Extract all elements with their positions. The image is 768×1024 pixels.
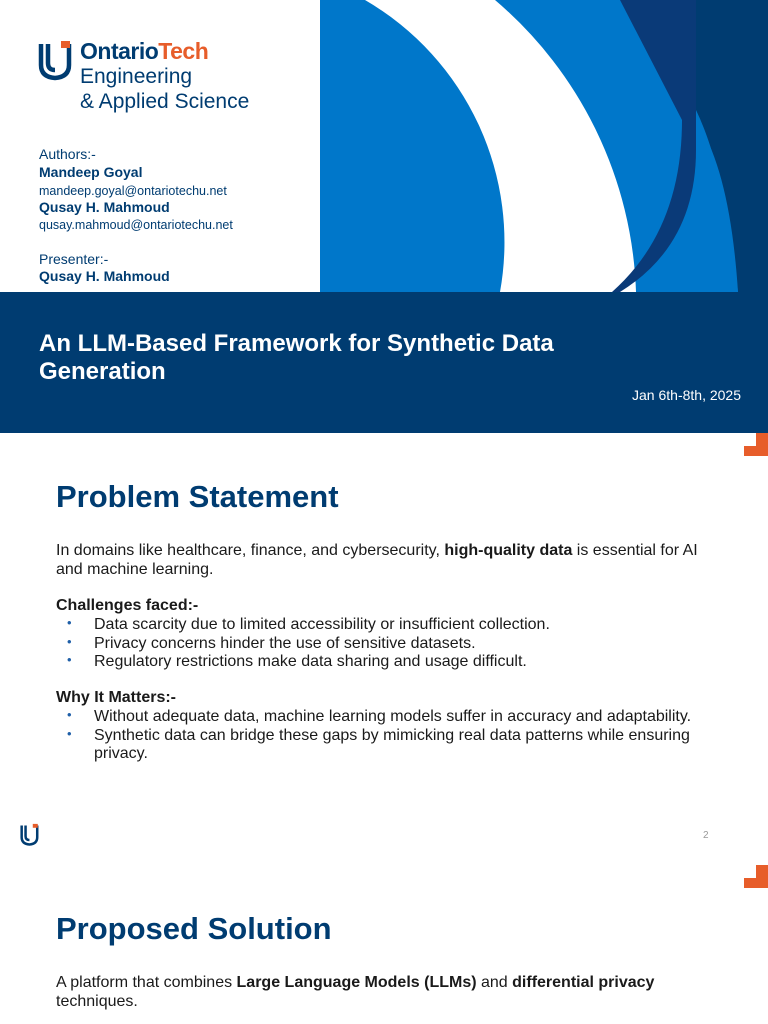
bullet-icon: • — [67, 615, 72, 630]
intro-emphasis: high-quality data — [444, 542, 573, 559]
proposed-solution-slide — [0, 865, 768, 1024]
solution-text: techniques. — [56, 992, 138, 1010]
corner-accent-icon — [744, 865, 768, 888]
solution-text: A platform that combines — [56, 974, 237, 991]
presentation-date: Jan 6th-8th, 2025 — [632, 387, 741, 403]
bullet-icon: • — [67, 725, 72, 741]
author-email: mandeep.goyal@ontariotechu.net — [39, 184, 227, 198]
presenter-label: Presenter:- — [39, 251, 109, 267]
logo-faculty-line1: Engineering — [80, 65, 193, 88]
list-item: • Regulatory restrictions make data sharing and usage difficult. — [67, 652, 527, 670]
challenges-label: Challenges faced:- — [56, 597, 199, 614]
presentation-title: An LLM-Based Framework for Synthetic Data Generation — [39, 330, 554, 385]
page-number: 2 — [703, 830, 709, 841]
authors-label: Authors:- — [39, 146, 96, 162]
solution-paragraph — [56, 974, 716, 1011]
intro-text: is essential for AI and machine learning. — [56, 542, 698, 578]
solution-text: and — [476, 974, 513, 991]
solution-emphasis: Large Language Models (LLMs) — [236, 974, 477, 991]
logo-wordmark: OntarioTech — [80, 38, 209, 64]
list-item: • Data scarcity due to limited accessibility or insufficient collection. — [67, 615, 550, 633]
slide-heading: Proposed Solution — [56, 911, 332, 946]
author-name: Mandeep Goyal — [39, 164, 143, 180]
challenges-list — [56, 616, 696, 672]
slide-heading: Problem Statement — [56, 479, 339, 514]
bullet-icon: • — [67, 707, 72, 722]
list-item: • Privacy concerns hinder the use of sensitive datasets. — [67, 633, 476, 652]
problem-statement-slide — [0, 433, 768, 865]
presenter-name: Qusay H. Mahmoud — [39, 268, 170, 284]
author-email: qusay.mahmoud@ontariotechu.net — [39, 218, 233, 232]
title-slide — [0, 0, 768, 433]
intro-paragraph — [56, 542, 716, 579]
ontario-tech-shield-icon — [38, 41, 74, 81]
list-item: • Synthetic data can bridge these gaps by mimicking real data patterns while ensuring privacy. — [67, 725, 690, 762]
why-list — [56, 708, 696, 764]
why-label: Why It Matters:- — [56, 689, 176, 706]
solution-emphasis: differential privacy — [512, 974, 655, 991]
corner-accent-icon — [744, 433, 768, 456]
intro-text: In domains like healthcare, finance, and cybersecurity, — [56, 542, 445, 559]
list-item: • Without adequate data, machine learning models suffer in accuracy and adaptability. — [67, 707, 692, 725]
ontario-tech-shield-icon — [20, 823, 40, 847]
decorative-arc-graphic — [320, 0, 768, 292]
logo-faculty-line2: & Applied Science — [80, 90, 250, 113]
bullet-icon: • — [67, 652, 72, 667]
author-name: Qusay H. Mahmoud — [39, 199, 170, 215]
bullet-icon: • — [67, 633, 72, 649]
